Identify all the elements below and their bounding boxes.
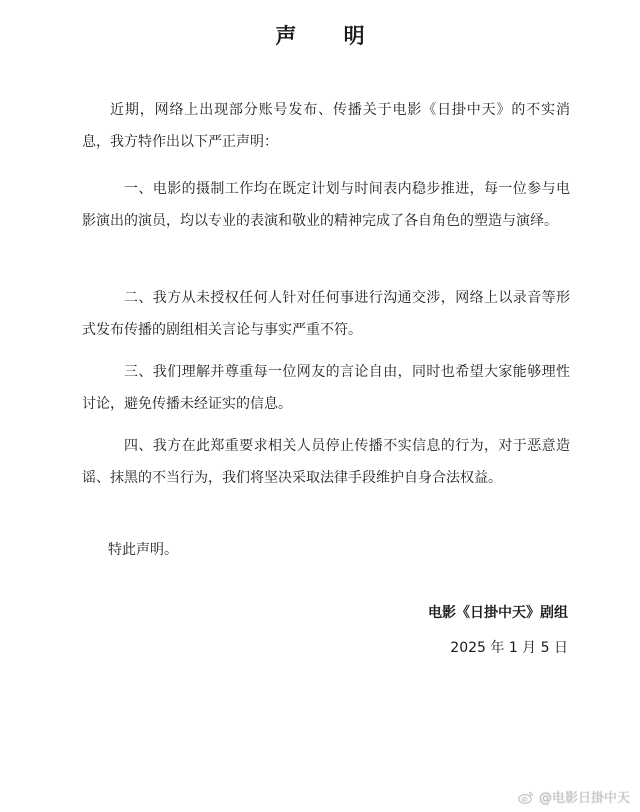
- closing-line: 特此声明。: [108, 542, 178, 558]
- intro-paragraph: 近期，网络上出现部分账号发布、传播关于电影《日掛中天》的不实消息，我方特作出以下严正声明：: [82, 102, 570, 150]
- point-4-paragraph: 四、我方在此郑重要求相关人员停止传播不实信息的行为，对于恶意造谣、抹黑的不当行为，我们将坚决采取法律手段维护自身合法权益。: [82, 438, 570, 486]
- date: 2025 年 1 月 5 日: [450, 640, 568, 656]
- point-1-paragraph: 一、电影的摄制工作均在既定计划与时间表内稳步推进，每一位参与电影演出的演员，均以专业的表演和敬业的精神完成了各自角色的塑造与演绎。: [82, 181, 570, 229]
- document-title: 声 明: [275, 24, 385, 48]
- watermark-text: @电影日掛中天: [538, 791, 630, 806]
- watermark: [518, 787, 630, 806]
- point-3-paragraph: 三、我们理解并尊重每一位网友的言论自由，同时也希望大家能够理性讨论，避免传播未经证实的信息。: [82, 364, 570, 412]
- weibo-icon: [518, 789, 534, 805]
- point-2-paragraph: 二、我方从未授权任何人针对任何事进行沟通交涉，网络上以录音等形式发布传播的剧组相关言论与事实严重不符。: [82, 290, 570, 338]
- signature: 电影《日掛中天》剧组: [428, 605, 568, 621]
